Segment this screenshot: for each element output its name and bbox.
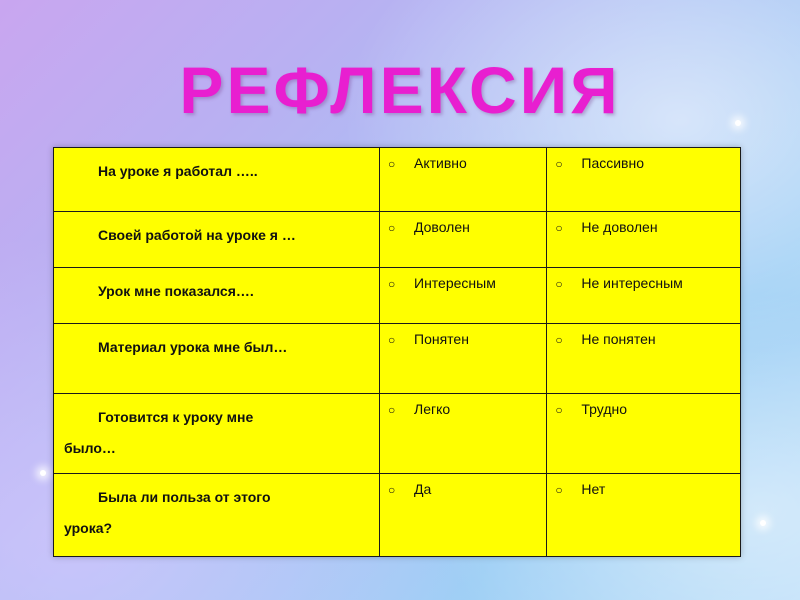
question-text-line1: Готовится к уроку мне: [98, 409, 254, 425]
slide-title: РЕФЛЕКСИЯ: [179, 53, 621, 127]
option-cell[interactable]: [547, 394, 741, 474]
bullet-icon: ○: [388, 277, 396, 291]
option-label: Трудно: [581, 401, 628, 417]
sparkle-decoration: [760, 520, 766, 526]
option-label: Пассивно: [581, 155, 645, 171]
table-row: [54, 324, 741, 394]
sparkle-decoration: [40, 470, 46, 476]
question-cell: [54, 324, 380, 394]
table-row: [54, 394, 741, 474]
option-cell[interactable]: [547, 212, 741, 268]
bullet-icon: ○: [555, 277, 563, 291]
question-text: Материал урока мне был…: [98, 339, 288, 355]
question-text: Своей работой на уроке я …: [98, 227, 296, 243]
question-cell: [54, 212, 380, 268]
option-label: Легко: [414, 401, 451, 417]
option-label: Понятен: [414, 331, 469, 347]
option-label: Активно: [414, 155, 467, 171]
option-cell[interactable]: [380, 268, 547, 324]
option-label: Не доволен: [581, 219, 658, 235]
question-cell: [54, 394, 380, 474]
option-cell[interactable]: [547, 324, 741, 394]
option-label: Интересным: [414, 275, 496, 291]
table-row: [54, 148, 741, 212]
question-text: Урок мне показался….: [98, 283, 254, 299]
option-cell[interactable]: [547, 268, 741, 324]
bullet-icon: ○: [388, 483, 396, 497]
option-cell[interactable]: [547, 148, 741, 212]
bullet-icon: ○: [388, 221, 396, 235]
question-text-line2: урока?: [64, 520, 113, 536]
reflection-table: [53, 147, 741, 557]
bullet-icon: ○: [388, 333, 396, 347]
option-cell[interactable]: [380, 394, 547, 474]
option-label: Доволен: [414, 219, 470, 235]
option-label: Нет: [581, 481, 606, 497]
option-cell[interactable]: [547, 474, 741, 557]
bullet-icon: ○: [388, 157, 396, 171]
table-row: [54, 212, 741, 268]
bullet-icon: ○: [555, 333, 563, 347]
bullet-icon: ○: [555, 403, 563, 417]
bullet-icon: ○: [388, 403, 396, 417]
question-cell: [54, 268, 380, 324]
question-cell: [54, 148, 380, 212]
option-cell[interactable]: [380, 324, 547, 394]
option-label: Не понятен: [581, 331, 656, 347]
question-text-line2: было…: [64, 440, 116, 456]
bullet-icon: ○: [555, 221, 563, 235]
table-row: [54, 268, 741, 324]
bullet-icon: ○: [555, 483, 563, 497]
option-label: Не интересным: [581, 275, 683, 291]
option-cell[interactable]: [380, 474, 547, 557]
option-label: Да: [414, 481, 432, 497]
question-text: На уроке я работал …..: [98, 163, 258, 179]
question-cell: [54, 474, 380, 557]
option-cell[interactable]: [380, 212, 547, 268]
option-cell[interactable]: [380, 148, 547, 212]
table-row: [54, 474, 741, 557]
bullet-icon: ○: [555, 157, 563, 171]
question-text-line1: Была ли польза от этого: [98, 489, 271, 505]
